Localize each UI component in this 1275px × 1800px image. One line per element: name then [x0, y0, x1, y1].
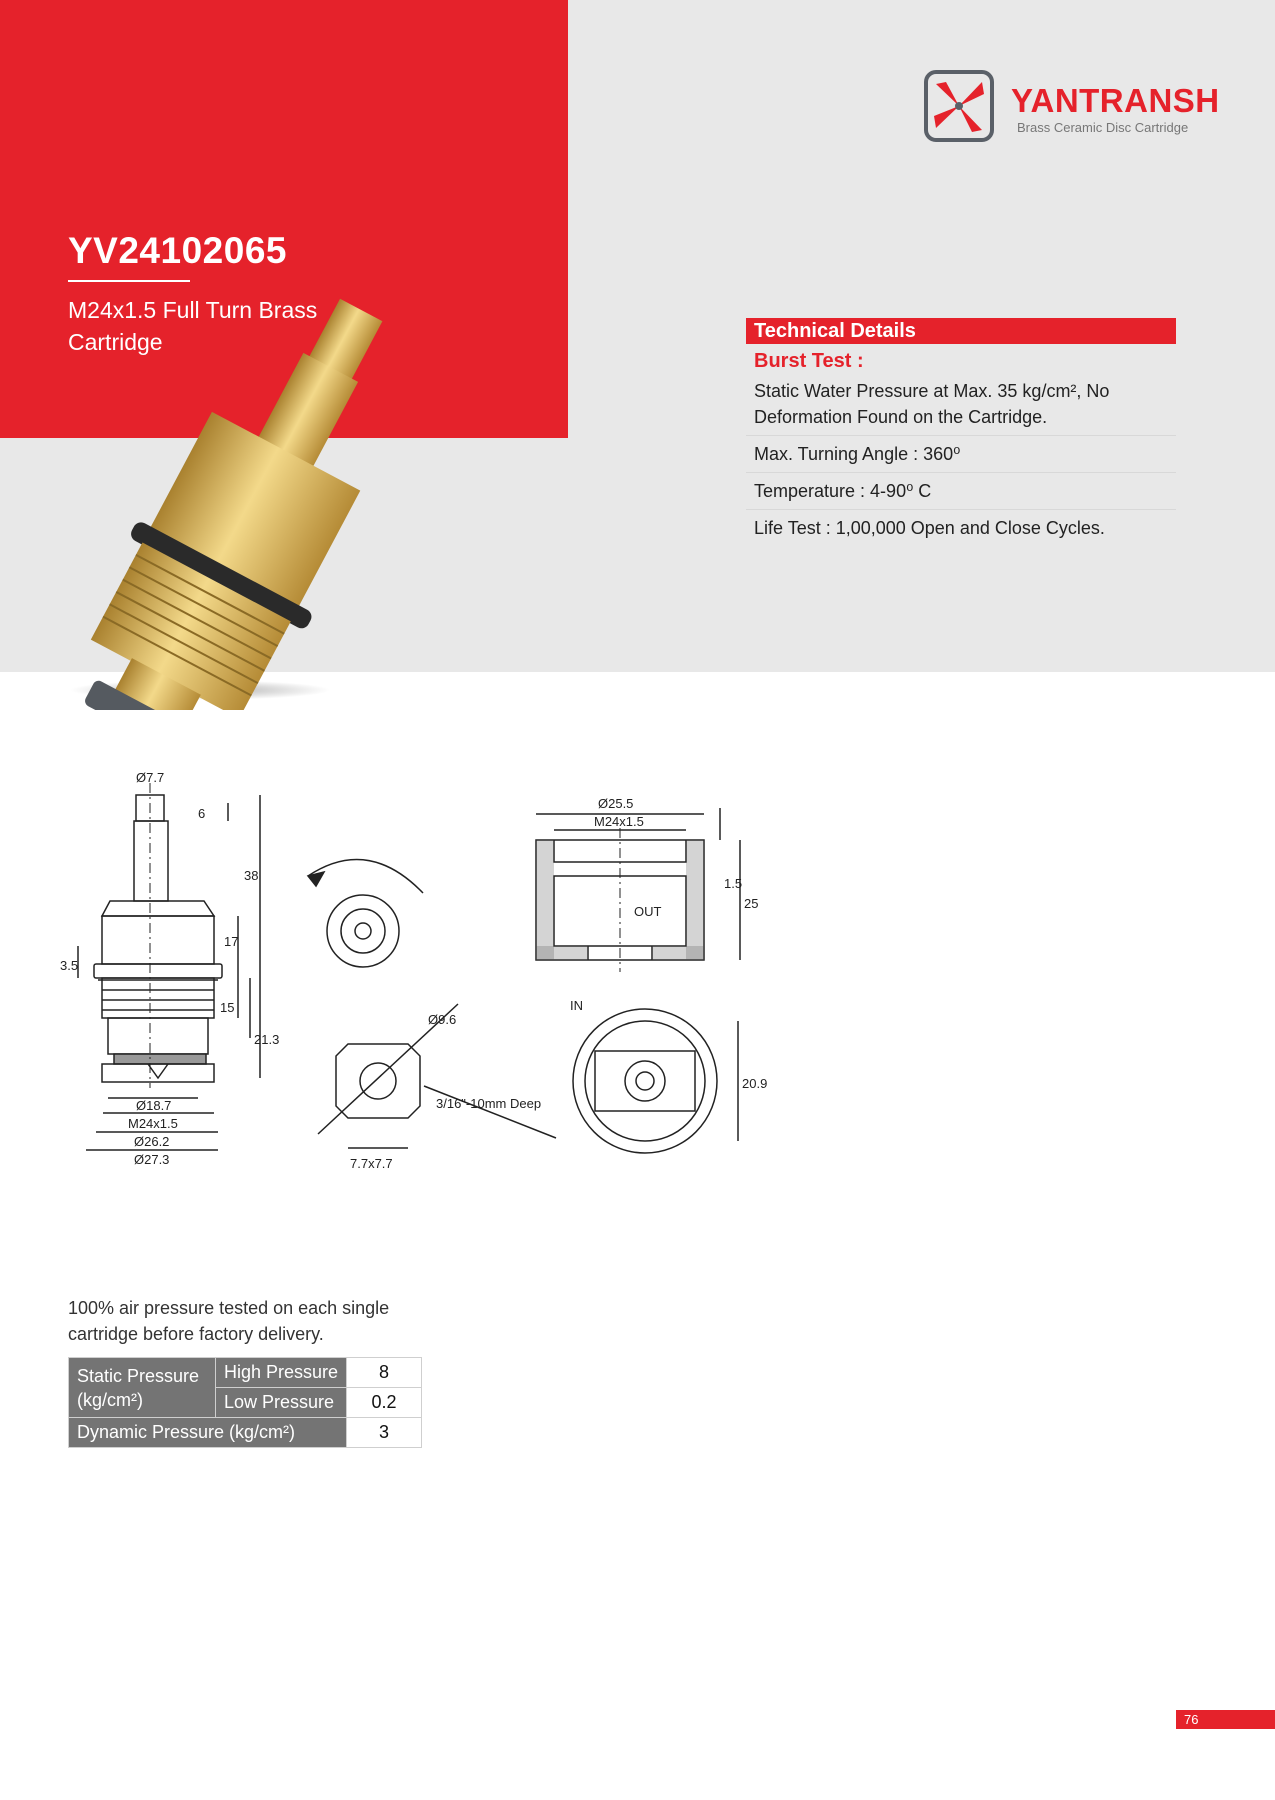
dim-17: 17 — [224, 934, 239, 949]
dim-m24-housing: M24x1.5 — [594, 814, 644, 829]
high-pressure-value: 8 — [347, 1358, 422, 1388]
dim-6: 6 — [198, 806, 206, 821]
dim-25: 25 — [744, 896, 759, 911]
burst-test-detail: Static Water Pressure at Max. 35 kg/cm², No Deformation Found on the Cartridge. — [746, 373, 1176, 436]
life-test: Life Test : 1,00,000 Open and Close Cycles. — [754, 518, 1105, 538]
static-pressure-label: Static Pressure (kg/cm²) — [69, 1358, 216, 1418]
page-number: 76 — [1184, 1712, 1199, 1727]
out-label: OUT — [634, 904, 662, 919]
product-name: M24x1.5 Full Turn Brass Cartridge — [68, 297, 318, 355]
product-code: YV24102065 — [68, 230, 287, 271]
dim-d77: Ø7.7 — [136, 770, 165, 785]
dim-m24-side: M24x1.5 — [128, 1116, 178, 1131]
dim-square: 7.7x7.7 — [350, 1156, 393, 1171]
dim-1-5: 1.5 — [724, 876, 743, 891]
dim-15: 15 — [220, 1000, 235, 1015]
dim-deep: 3/16"-10mm Deep — [436, 1096, 542, 1111]
page-number-bar — [1176, 1710, 1275, 1729]
in-label: IN — [570, 998, 583, 1013]
brand-name: YANTRANSH — [1011, 82, 1220, 119]
dim-d9-6: Ø9.6 — [428, 1012, 457, 1027]
technical-details-panel — [746, 318, 1176, 546]
burst-test-label: Burst Test : — [754, 350, 864, 372]
air-test-note: 100% air pressure tested on each single cartridge before factory delivery. — [68, 1298, 390, 1344]
dynamic-pressure-label: Dynamic Pressure (kg/cm²) — [69, 1418, 347, 1448]
dim-d25-5: Ø25.5 — [598, 796, 634, 811]
temperature: Temperature : 4-90⁰ C — [746, 473, 1176, 510]
low-pressure-value: 0.2 — [347, 1388, 422, 1418]
dim-d18-7: Ø18.7 — [136, 1098, 172, 1113]
low-pressure-label: Low Pressure — [216, 1388, 347, 1418]
title-divider — [68, 280, 190, 282]
technical-drawing — [58, 768, 778, 1198]
dynamic-pressure-value: 3 — [347, 1418, 422, 1448]
dim-38: 38 — [244, 868, 259, 883]
dim-d26-2: Ø26.2 — [134, 1134, 170, 1149]
cartridge-product-image — [50, 290, 470, 710]
dim-21-3: 21.3 — [254, 1032, 280, 1047]
dim-3-5: 3.5 — [60, 958, 79, 973]
technical-details-title: Technical Details — [746, 318, 1176, 344]
dim-20-9: 20.9 — [742, 1076, 768, 1091]
high-pressure-label: High Pressure — [216, 1358, 347, 1388]
brand-tagline: Brass Ceramic Disc Cartridge — [1017, 120, 1189, 135]
dim-d27-3: Ø27.3 — [134, 1152, 170, 1167]
pressure-table — [68, 1357, 422, 1448]
turning-angle: Max. Turning Angle : 360⁰ — [746, 436, 1176, 473]
